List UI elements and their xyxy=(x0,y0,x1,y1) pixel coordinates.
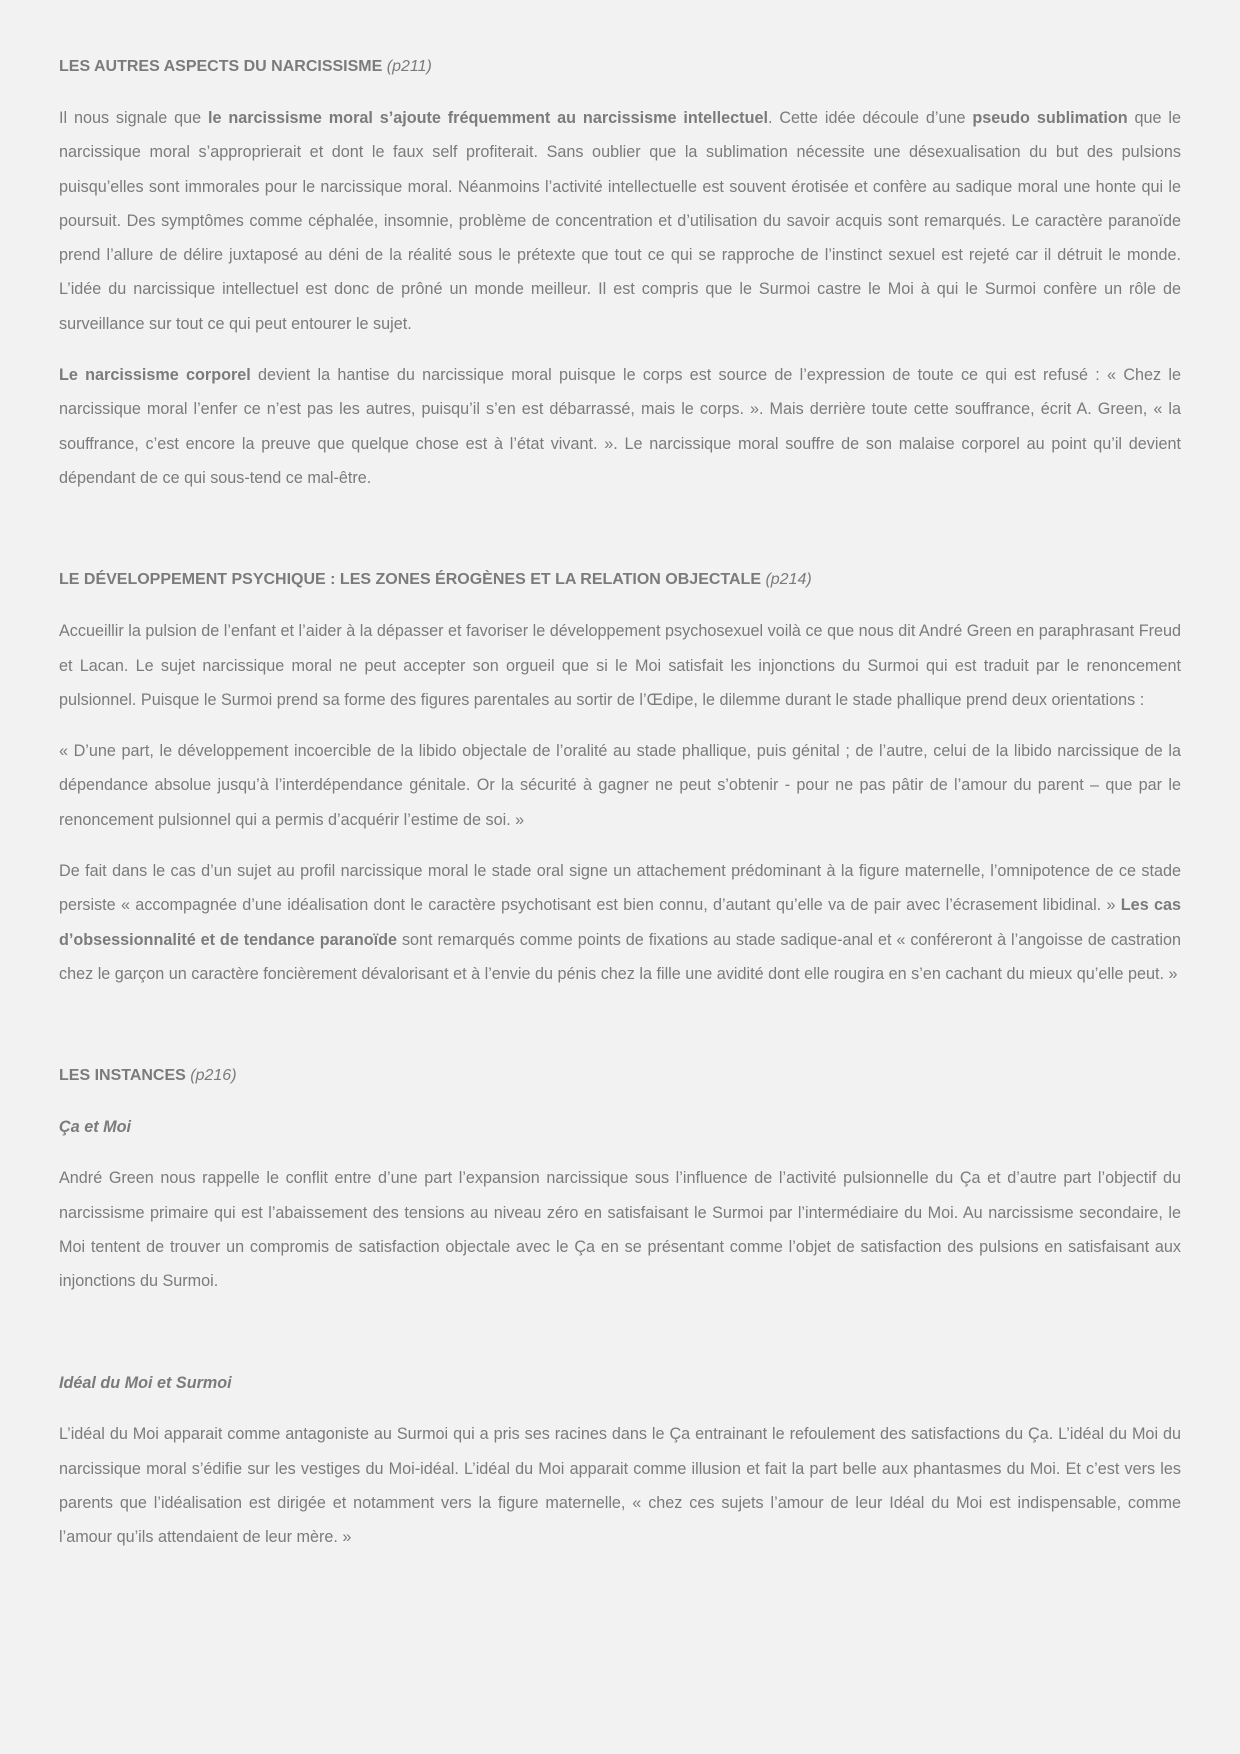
subheading-ideal-du-moi: Idéal du Moi et Surmoi xyxy=(59,1374,232,1393)
document-page xyxy=(59,50,1181,1572)
page-reference: (p214) xyxy=(765,571,812,589)
paragraph: L’idéal du Moi apparait comme antagoniste au Surmoi qui a pris ses racines dans le Ça entrainant le refoulement des satisfactions du Ça. L’idéal du Moi du narcissique moral s’édifie sur les vestiges du Moi-idéal. L’idéal du Moi apparait comme illusion et fait la part belle aux phantasmes du Moi. Et c’est vers les parents que l’idéalisation est dirigée et notamment vers la figure maternelle, « chez ces sujets l’amour de leur Idéal du Moi est indispensable, comme l’amour qu’ils attendaient de leur mère. » xyxy=(59,1425,1181,1547)
bold-text: Le narcissisme corporel xyxy=(59,366,251,385)
paragraph: André Green nous rappelle le conflit entre d’une part l’expansion narcissique sous l’influence de l’activité pulsionnelle du Ça et d’autre part l’objectif du narcissisme primaire qui est l’abaissement des tensions au niveau zéro en satisfaisant le Surmoi par l’intermédiaire du Moi. Au narcissisme secondaire, le Moi tentent de trouver un compromis de satisfaction objectale avec le Ça en se présentant comme l’objet de satisfaction des pulsions en satisfaisant aux injonctions du Surmoi. xyxy=(59,1169,1181,1291)
section-heading-instances: LES INSTANCES (p216) xyxy=(59,1067,237,1085)
quote-paragraph: « D’une part, le développement incoercible de la libido objectale de l’oralité au stade phallique, puis génital ; de l’autre, celui de la libido narcissique de la dépendance absolue jusqu’à l’interdépendance génitale. Or la sécurité à gagner ne peut s’obtenir - pour ne pas pâtir de l’amour du parent – que par le renoncement pulsionnel qui a permis d’acquérir l’estime de soi. » xyxy=(59,742,1181,829)
subheading-ca-et-moi: Ça et Moi xyxy=(59,1118,131,1137)
page-reference: (p216) xyxy=(190,1067,237,1085)
bold-text: le narcissisme moral s’ajoute fréquemment au narcissisme intellectuel xyxy=(207,109,768,127)
page-reference: (p211) xyxy=(386,58,432,75)
paragraph: Il nous signale que le narcissisme moral s’ajoute fréquemment au narcissisme intellectuel. Cette idée découle d’une pseudo sublimation que le narcissique moral s’approprierait et dont le faux self profiterait. Sans oublier que la sublimation nécessite une désexualisation du but des pulsions puisqu’elles sont immorales pour le narcissique moral. Néanmoins l’activité intellectuelle est souvent érotisée et confère au sadique moral une honte qui le poursuit. Des symptômes comme céphalée, insomnie, problème de concentration et d’utilisation du savoir acquis sont remarqués. Le caractère paranoïde prend l’allure de délire juxtaposé au déni de la réalité sous le prétexte que tout ce qui se rapproche de l’instinct sexuel est rejeté car il détruit le monde. L’idée du narcissique intellectuel est donc de prôné un monde meilleur. Il est compris que le Surmoi castre le Moi à qui le Surmoi confère un rôle de surveillance sur tout ce qui peut entourer le sujet. xyxy=(59,109,1181,333)
bold-text: Les cas d’obsessionnalité et de tendance paranoïde xyxy=(59,896,1182,949)
section-heading-narcissisme: LES AUTRES ASPECTS DU NARCISSISME (p211) xyxy=(59,58,432,75)
section-heading-developpement: LE DÉVELOPPEMENT PSYCHIQUE : LES ZONES ÉROGÈNES ET LA RELATION OBJECTALE (p214) xyxy=(59,571,812,589)
paragraph: Accueillir la pulsion de l’enfant et l’aider à la dépasser et favoriser le développement psychosexuel voilà ce que nous dit André Green en paraphrasant Freud et Lacan. Le sujet narcissique moral ne peut accepter son orgueil que si le Moi satisfait les injonctions du Surmoi qui est traduit par le renoncement pulsionnel. Puisque le Surmoi prend sa forme des figures parentales au sortir de l’Œdipe, le dilemme durant le stade phallique prend deux orientations : xyxy=(59,622,1181,709)
bold-text: pseudo sublimation xyxy=(972,109,1128,127)
paragraph: De fait dans le cas d’un sujet au profil narcissique moral le stade oral signe un attachement prédominant à la figure maternelle, l’omnipotence de ce stade persiste « accompagnée d’une idéalisation dont le caractère psychotisant est bien connu, d’autant qu’elle va de pair avec l’écrasement libidinal. » Les cas d’obsessionnalité et de tendance paranoïde sont remarqués comme points de fixations au stade sadique-anal et « conféreront à l’angoisse de castration chez le garçon un caractère foncièrement dévalorisant et à l’envie du pénis chez la fille une avidité dont elle rougira en s’en cachant du mieux qu’elle peut. » xyxy=(59,862,1182,983)
paragraph: Le narcissisme corporel devient la hantise du narcissique moral puisque le corps est source de l’expression de toute ce qui est refusé : « Chez le narcissique moral l’enfer ce n’est pas les autres, puisqu’il s’en est débarrassé, mais le corps. ». Mais derrière toute cette souffrance, écrit A. Green, « la souffrance, c’est encore la preuve que quelque chose est à l’état vivant. ». Le narcissique moral souffre de son malaise corporel au point qu’il devient dépendant de ce qui sous-tend ce mal-être. xyxy=(59,366,1181,487)
